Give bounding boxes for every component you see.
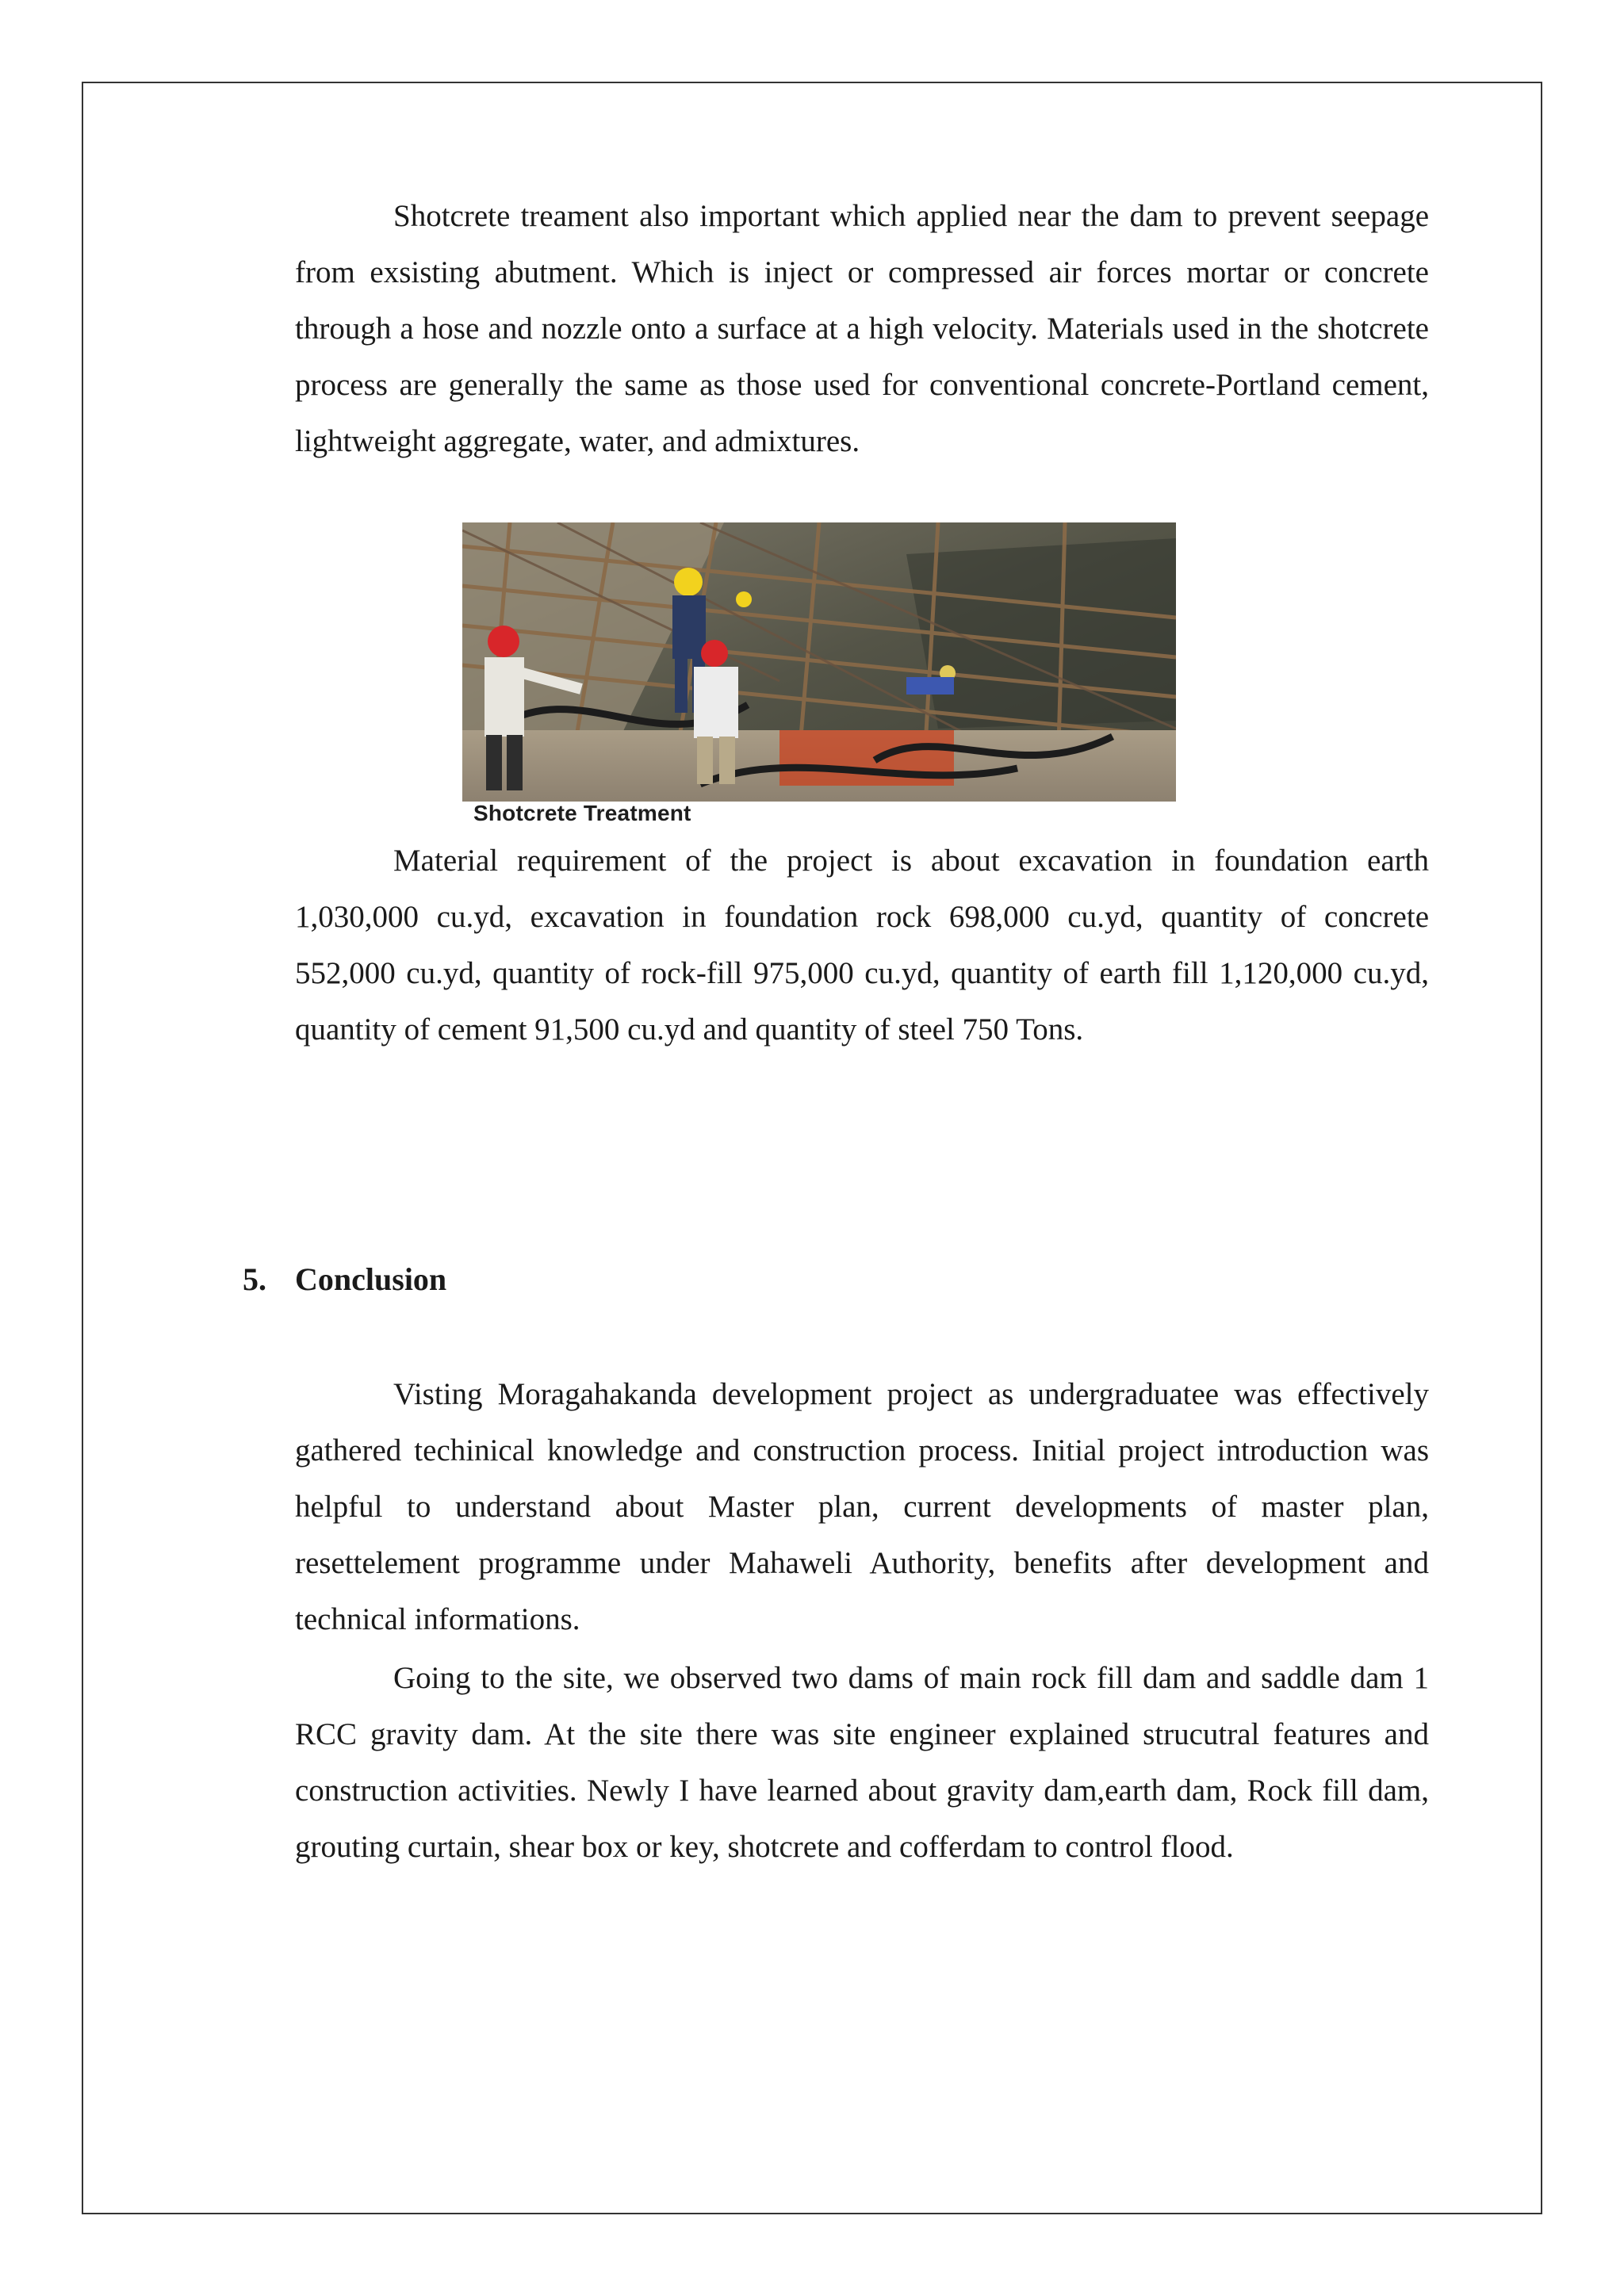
shotcrete-paragraph: Shotcrete treament also important which applied near the dam to prevent seepage from exsisting abutment. Which is inject or compressed air forces mortar or concrete through a hose and nozzle onto a surface at a high velocity. Materials used in the shotcrete process are generally the same as those used for conventional concrete-Portland cement, lightweight aggregate, water, and admixtures. (295, 199, 1429, 458)
materials-paragraph: Material requirement of the project is about excavation in foundation earth 1,030,000 cu.yd, excavation in foundation rock 698,000 cu.yd, quantity of concrete 552,000 cu.yd, quantity of rock-fill 975,000 cu.yd, quantity of earth fill 1,120,000 cu.yd, quantity of cement 91,500 cu.yd and quantity of steel 750 Tons. (295, 844, 1429, 1047)
section-title: Conclusion (295, 1261, 447, 1297)
section-heading-conclusion (243, 1260, 446, 1299)
figure-caption: Shotcrete Treatment (473, 801, 691, 825)
shotcrete-photo (462, 522, 1176, 802)
shotcrete-figure (462, 522, 1176, 825)
conclusion-paragraph-1: Visting Moragahakanda development project as undergraduatee was effectively gathered techinical knowledge and construction process. Initial project introduction was helpful to understand about Master plan, current developments of master plan, resettelement programme under Mahaweli Authority, benefits after development and technical informations. (295, 1377, 1429, 1636)
conclusion-paragraph-2: Going to the site, we observed two dams of main rock fill dam and saddle dam 1 RCC gravity dam. At the site there was site engineer explained strucutral features and construction activities. Newly I have learned about gravity dam,earth dam, Rock fill dam, grouting curtain, shear box or key, shotcrete and cofferdam to control flood. (295, 1661, 1429, 1864)
section-number: 5. (243, 1261, 266, 1297)
